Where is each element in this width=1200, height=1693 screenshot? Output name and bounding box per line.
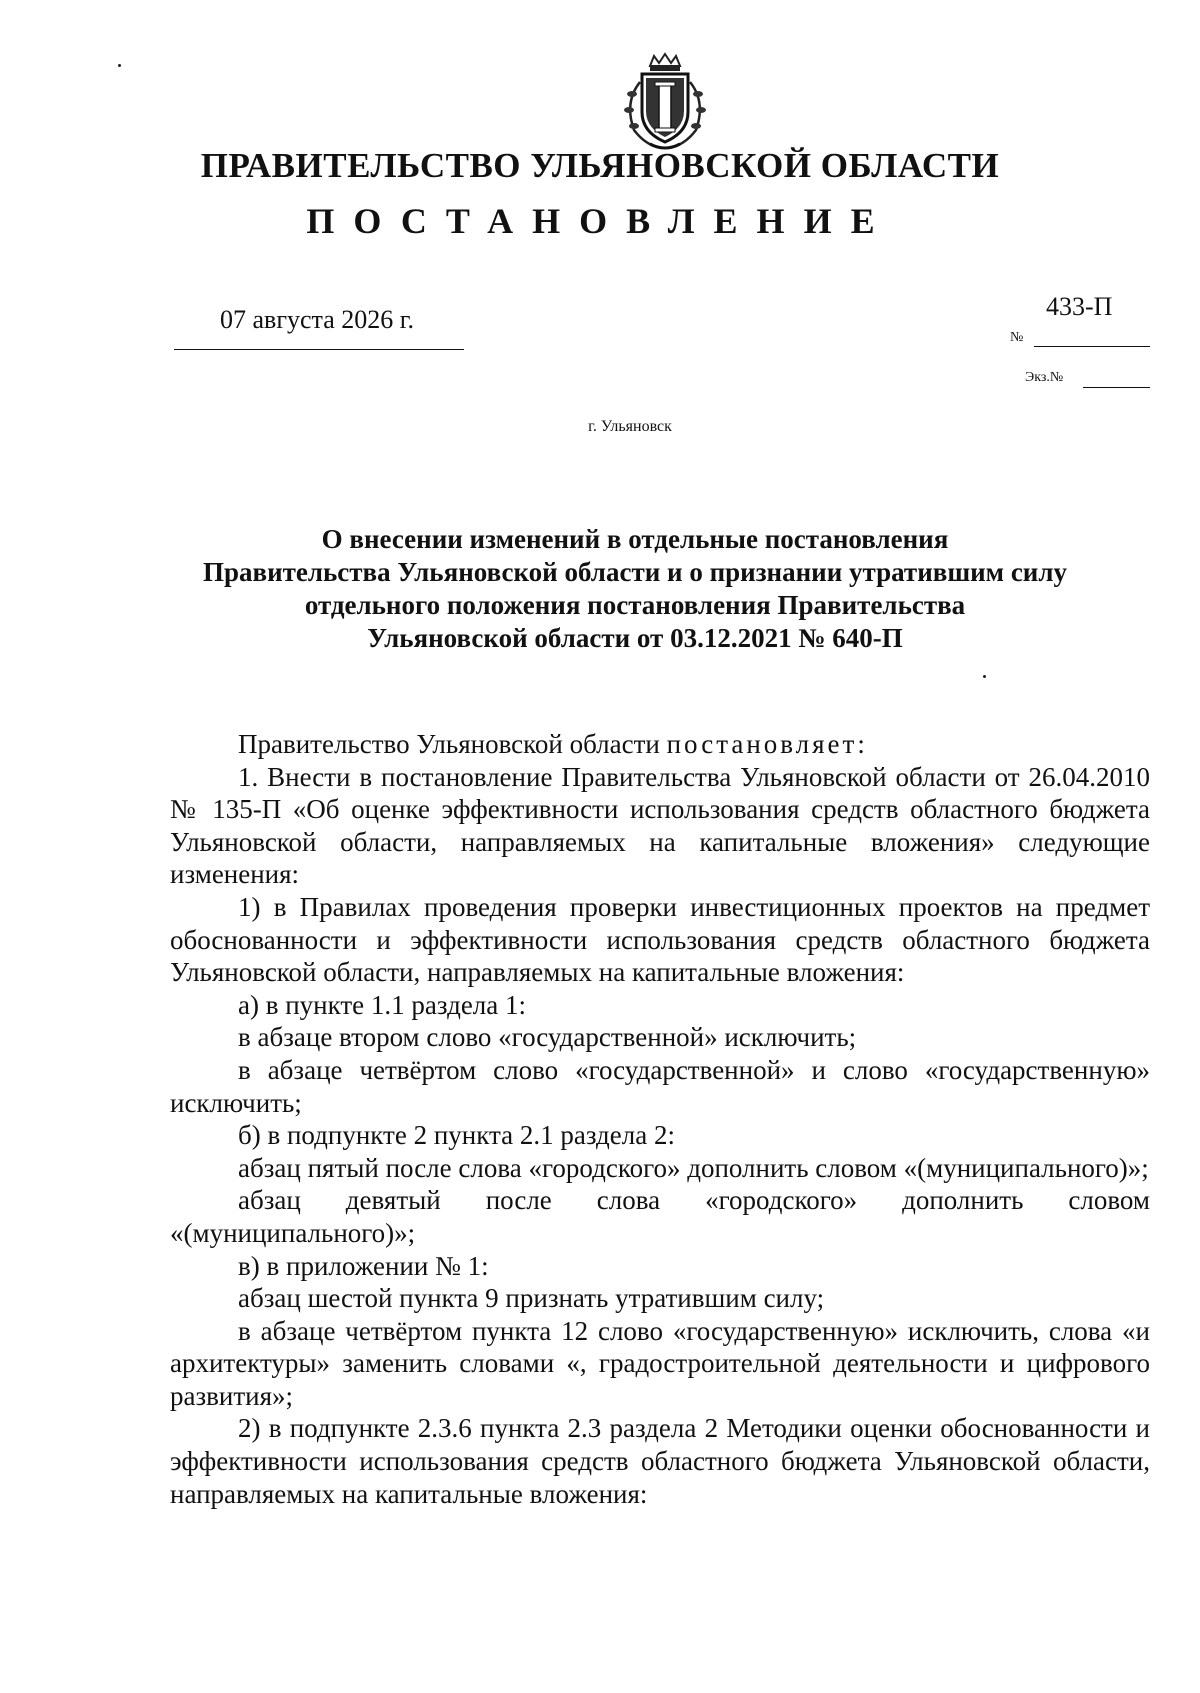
title-line: О внесении изменений в отдельные постановления (321, 524, 949, 554)
scan-speck (983, 675, 986, 678)
city: г. Ульяновск (588, 418, 672, 435)
document-number: 433-П (1046, 292, 1113, 321)
intro-prefix: Правительство Ульяновской области (238, 729, 660, 759)
body-paragraph: в абзаце втором слово «государственной» исключить; (238, 1022, 857, 1053)
document-type: ПОСТАНОВЛЕНИЕ (306, 201, 894, 241)
number-underline (1034, 346, 1150, 347)
document-date: 07 августа 2026 г. (220, 305, 414, 334)
body-paragraph: в абзаце четвёртом пункта 12 слово «государственную» исключить, слова «и архитектуры» заменить словами «, градостроительной деятельности и цифрового развития»; (170, 1315, 1150, 1411)
body-paragraph: абзац шестой пункта 9 признать утратившим силу; (238, 1283, 825, 1314)
copy-number-label: Экз.№ (1025, 370, 1064, 385)
copy-number-underline (1083, 387, 1150, 388)
scan-speck (118, 64, 121, 67)
title-line: отдельного положения постановления Правительства (304, 590, 966, 620)
title-line: Ульяновской области от 03.12.2021 № 640-П (367, 623, 903, 653)
emblem-icon (612, 52, 718, 152)
document-title (150, 523, 1120, 655)
body-paragraph: абзац пятый после слова «городского» дополнить словом «(муниципального)»; (238, 1152, 1149, 1183)
document-body (170, 728, 1150, 1510)
date-underline (174, 349, 464, 350)
number-block (1010, 292, 1150, 352)
title-line: Правительства Ульяновской области и о признании утратившим силу (202, 557, 1068, 587)
body-paragraph: в) в приложении № 1: (238, 1250, 489, 1281)
copy-number-block (1025, 370, 1150, 394)
date-block (174, 305, 464, 351)
intro-verb: постановляет: (666, 729, 868, 759)
body-paragraph: 1) в Правилах проведения проверки инвестиционных проектов на предмет обоснованности и эффективности использования средств областного бюджета Ульяновской области, направляемых на капитальные вложения: (170, 891, 1150, 988)
body-paragraph: 2) в подпункте 2.3.6 пункта 2.3 раздела 2 Методики оценки обоснованности и эффективности использования средств областного бюджета Ульяновской области, направляемых на капитальные вложения: (170, 1413, 1150, 1509)
body-paragraph: в абзаце четвёртом слово «государственной» и слово «государственную» исключить; (170, 1054, 1150, 1118)
body-paragraph: а) в пункте 1.1 раздела 1: (238, 989, 527, 1020)
body-paragraph: б) в подпункте 2 пункта 2.1 раздела 2: (238, 1120, 675, 1151)
intro-paragraph (170, 728, 1150, 761)
body-paragraph: 1. Внести в постановление Правительства Ульяновской области от 26.04.2010 № 135-П «Об оценке эффективности использования средств областного бюджета Ульяновской области, направляемых на капитальные вложения» следующие изменения: (170, 761, 1150, 890)
number-label: № (1010, 330, 1024, 345)
body-paragraph: абзац девятый после слова «городского» дополнить словом «(муниципального)»; (170, 1185, 1150, 1248)
organization-name: ПРАВИТЕЛЬСТВО УЛЬЯНОВСКОЙ ОБЛАСТИ (200, 146, 1000, 185)
